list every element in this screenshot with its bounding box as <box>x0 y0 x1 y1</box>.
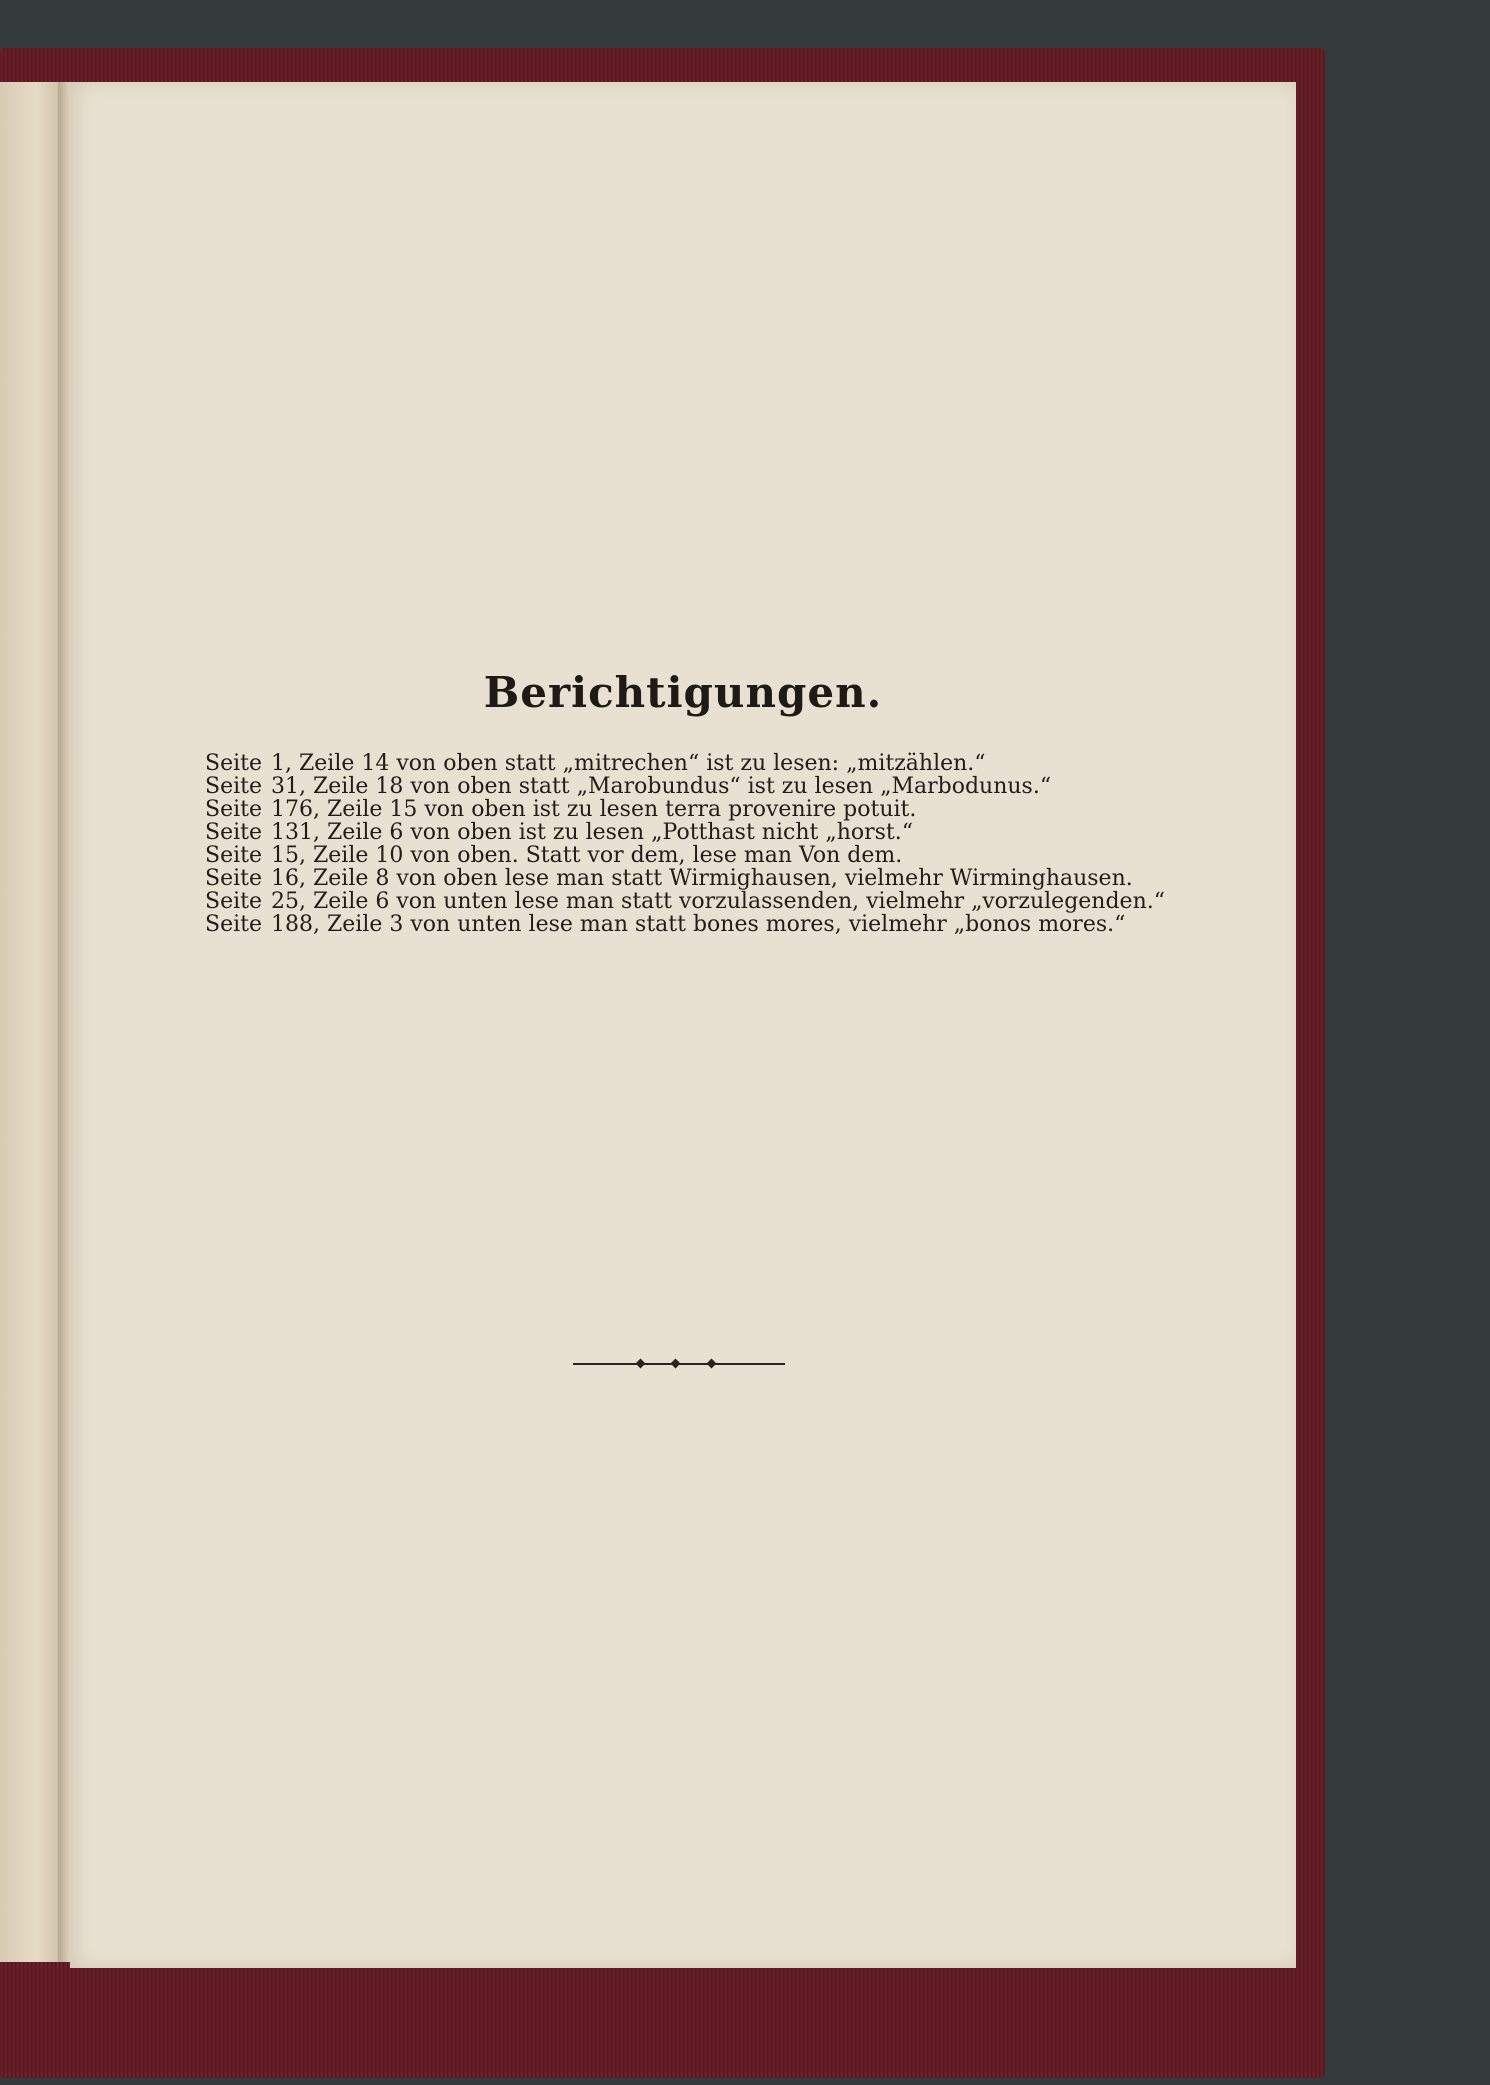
errata-entry <box>205 867 1225 890</box>
entry-text: 188, Zeile 3 von unten lese man statt bones mores, vielmehr „bonos mores.“ <box>271 912 1126 937</box>
ornamental-divider <box>573 1363 785 1365</box>
entry-label: Seite <box>205 797 262 822</box>
errata-entry <box>205 798 1225 821</box>
page-title: Berichtigungen. <box>483 668 883 717</box>
entry-label: Seite <box>205 774 262 799</box>
entry-label: Seite <box>205 912 262 937</box>
entry-text: 25, Zeile 6 von unten lese man statt vorzulassenden, vielmehr „vorzulegenden.“ <box>271 889 1165 914</box>
entry-text: 15, Zeile 10 von oben. Statt vor dem, lese man Von dem. <box>271 843 903 868</box>
entry-label: Seite <box>205 820 262 845</box>
errata-entry <box>205 821 1225 844</box>
divider-dot <box>636 1359 646 1369</box>
left-page-edge <box>0 82 61 1962</box>
errata-entry <box>205 844 1225 867</box>
entry-text: 131, Zeile 6 von oben ist zu lesen „Potthast nicht „horst.“ <box>271 820 914 845</box>
entry-label: Seite <box>205 843 262 868</box>
errata-entry <box>205 752 1225 775</box>
errata-page <box>70 82 1296 1968</box>
errata-list <box>205 752 1225 936</box>
entry-text: 16, Zeile 8 von oben lese man statt Wirmighausen, vielmehr Wirminghausen. <box>271 866 1133 891</box>
entry-text: 1, Zeile 14 von oben statt „mitrechen“ ist zu lesen: „mitzählen.“ <box>271 751 986 776</box>
entry-text: 31, Zeile 18 von oben statt „Marobundus“ ist zu lesen „Marbodunus.“ <box>271 774 1052 799</box>
entry-label: Seite <box>205 889 262 914</box>
entry-label: Seite <box>205 751 262 776</box>
errata-entry <box>205 775 1225 798</box>
errata-entry <box>205 890 1225 913</box>
divider-dot <box>671 1359 681 1369</box>
errata-entry <box>205 913 1225 936</box>
entry-text: 176, Zeile 15 von oben ist zu lesen terra provenire potuit. <box>271 797 917 822</box>
divider-dot <box>707 1359 717 1369</box>
entry-label: Seite <box>205 866 262 891</box>
